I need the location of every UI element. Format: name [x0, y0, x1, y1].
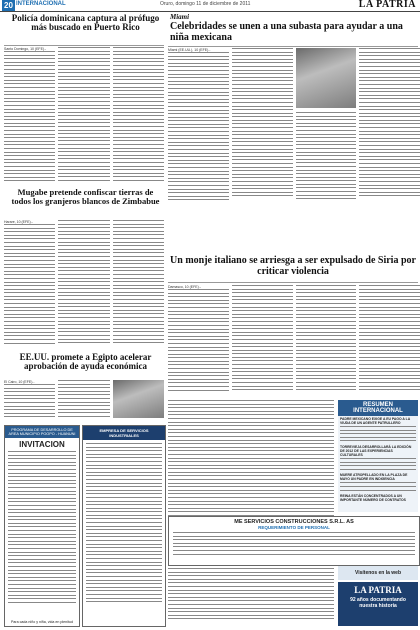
masthead-logo: LA PATRIA	[358, 0, 416, 10]
notice-header: PROGRAMA DE DESARROLLO DE AREA MUNICIPIO POOPO - HUANUNI	[5, 426, 79, 438]
resumen-item-1: PADRE MEXICANO EXIGE A EU PAGO A LA VIUDA DE UN AGENTE PATRULLERO	[340, 417, 411, 425]
article-3-body	[4, 220, 164, 348]
services-body	[83, 440, 165, 608]
resumen-continued-text	[168, 400, 334, 519]
construction-ad-subtitle: REQUERIMIENTO DE PERSONAL	[258, 525, 330, 530]
text-column	[168, 48, 229, 208]
article-4-body	[4, 380, 164, 420]
issue-date: Oruro, domingo 11 de diciembre de 2011	[160, 1, 251, 7]
article-1-body	[4, 47, 164, 183]
section-kicker: Miami	[170, 13, 190, 21]
text-column	[168, 285, 229, 397]
divider	[168, 46, 418, 47]
anniversary-ad	[338, 582, 418, 626]
text-column	[58, 220, 109, 348]
notice-footer: Para cada niño y niña, vida en plenitud	[11, 620, 73, 624]
article-2-dateline: Miami (EE.UU.), 10 (EFE).-	[168, 48, 211, 52]
divider	[4, 45, 164, 46]
text-column	[58, 380, 109, 420]
text-column	[232, 48, 293, 208]
text-column	[359, 48, 420, 208]
article-4-photo-column	[113, 380, 164, 420]
anniversary-ad-brand: LA PATRIA	[354, 585, 402, 595]
text-column	[232, 285, 293, 397]
divider	[168, 282, 418, 283]
article-5-body	[168, 285, 420, 397]
bottom-filler-text	[168, 568, 334, 622]
resumen-item-4: REINA ESTÁN CONCENTRADOS A UN IMPORTANTE NÚMERO DE CONTRATOS	[340, 494, 406, 503]
text-column	[113, 220, 164, 348]
article-1-dateline: Santo Domingo, 10 (EFE).-	[4, 47, 47, 51]
article-4-headline: EE.UU. promete a Egipto acelerar aprobación de ayuda económica	[19, 352, 152, 372]
notice-body	[5, 451, 79, 603]
text-column	[359, 285, 420, 397]
article-2-headline: Celebridades se unen a una subasta para ayudar a una niña mexicana	[170, 21, 403, 43]
section-label: INTERNACIONAL	[16, 1, 66, 7]
notice-title: INVITACION	[19, 440, 65, 449]
article-5-headline: Un monje italiano se arriesga a ser expulsado de Siria por criticar violencia	[170, 255, 416, 277]
text-column	[58, 47, 109, 183]
services-title: EMPRESA DE SERVICIOS INDUSTRIALES	[83, 426, 165, 440]
article-4-photo	[113, 380, 164, 418]
article-1-headline: Policía dominicana captura al prófugo más buscado en Puerto Rico	[11, 13, 160, 33]
resumen-item-3: MUERE ATROPELLADO EN LA PLAZA DE MAYO UN PADRE EN INDIGENCIA	[340, 473, 408, 482]
article-5-dateline: Damasco, 10 (EFE).-	[168, 285, 201, 289]
construction-ad	[168, 516, 420, 566]
text-column	[4, 47, 55, 183]
resumen-item-2: TORREVIEJA DESARROLLARÁ LA EDICIÓN DE 2012 DE LAS EXPERIENCIAS CULTURALES	[340, 444, 412, 457]
article-3-headline: Mugabe pretende confiscar tierras de todos los granjeros blancos de Zimbabue	[11, 187, 160, 206]
text-column	[296, 112, 357, 199]
web-ad: Visítenos en la web	[338, 566, 418, 580]
article-2-photo-column	[296, 48, 357, 208]
construction-ad-title: ME SERVICIOS CONSTRUCCIONES S.R.L. AS	[234, 519, 354, 525]
text-column	[296, 285, 357, 397]
services-ad	[82, 425, 166, 627]
invitation-notice	[4, 425, 80, 627]
resumen-title: RESUMEN INTERNACIONAL	[338, 400, 418, 416]
article-4-dateline: El Cairo, 10 (EFE).-	[4, 380, 35, 384]
article-2-photo	[296, 48, 357, 108]
article-3-dateline: Harare, 10 (EFE).-	[4, 220, 33, 224]
page-number: 20	[4, 1, 13, 10]
text-column	[4, 380, 55, 420]
resumen-box	[338, 400, 418, 512]
anniversary-ad-text: 92 años documentando nuestra historia	[350, 597, 406, 609]
text-column	[4, 220, 55, 348]
article-2-body	[168, 48, 420, 208]
text-column	[113, 47, 164, 183]
